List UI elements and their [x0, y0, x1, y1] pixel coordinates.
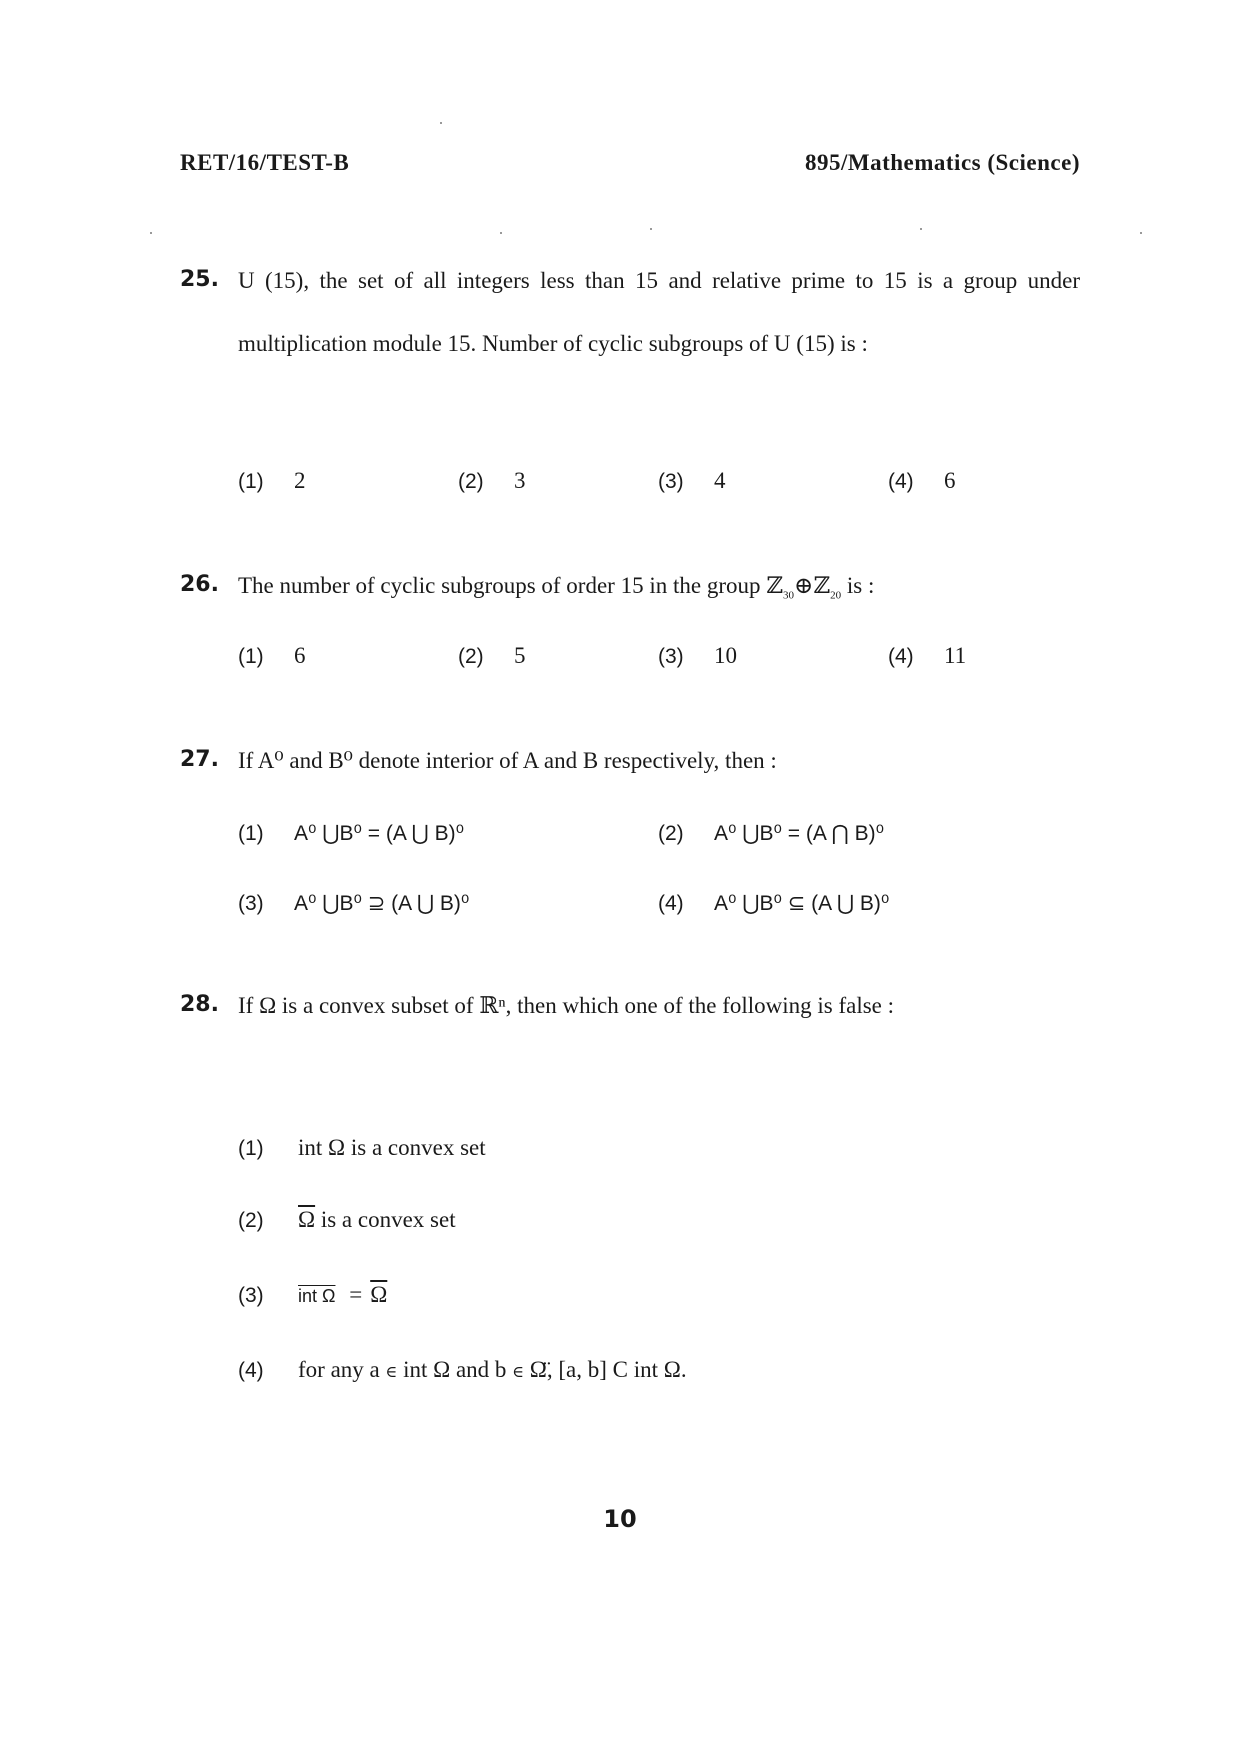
option-3[interactable]: (3) 10: [658, 643, 737, 668]
scan-speck: [500, 232, 502, 234]
group-z20: ℤ$_{20}$: [813, 573, 842, 602]
option-2[interactable]: (2) 3: [458, 468, 526, 493]
question-text: The number of cyclic subgroups of order 15 in the group ℤ$_{30}$⊕ℤ$_{20}$ is :: [238, 573, 875, 602]
question-25: [180, 265, 1080, 375]
question-27: [180, 745, 1080, 777]
option-2[interactable]: (2) $\overline{\Omega}$ is a convex set: [238, 1207, 456, 1232]
option-3[interactable]: (3) 4: [658, 468, 726, 493]
options-27-row1: [238, 820, 1038, 850]
question-26: [180, 570, 1080, 612]
rn-symbol: ℝⁿ: [479, 993, 506, 1018]
scan-speck: [920, 228, 922, 230]
question-text: If A⁰ and B⁰ denote interior of A and B respectively, then :: [238, 748, 777, 773]
options-25: [238, 468, 1038, 498]
question-number: 28.: [180, 992, 219, 1017]
option-4[interactable]: (4) 6: [888, 468, 956, 493]
question-text: U (15), the set of all integers less than 15 and relative prime to 15 is a group under multiplication module 15. Number of cyclic subgroups of U (15) is :: [238, 268, 1080, 356]
question-number: 27.: [180, 747, 219, 772]
options-26: [238, 643, 1038, 673]
option-1[interactable]: (1) 2: [238, 468, 306, 493]
option-4[interactable]: (4) 11: [888, 643, 967, 668]
omega-closure: $\overline{\Omega}$: [298, 1207, 316, 1232]
option-1[interactable]: (1) 6: [238, 643, 306, 668]
option-2[interactable]: (2) A⁰ ⋃B⁰ = (A ⋂ B)⁰: [658, 822, 884, 845]
question-number: 25.: [180, 267, 219, 292]
page-number: 10: [603, 1505, 637, 1533]
omega-symbol: Ω: [259, 993, 277, 1018]
option-4[interactable]: (4) A⁰ ⋃B⁰ ⊆ (A ⋃ B)⁰: [658, 892, 890, 915]
int-omega-closure: int Ω: [298, 1286, 336, 1306]
scan-speck: [650, 228, 652, 230]
option-1[interactable]: (1) int Ω is a convex set: [238, 1135, 486, 1160]
header-right: 895/Mathematics (Science): [804, 150, 1080, 175]
options-27-row2: [238, 890, 1038, 920]
question-28: [180, 990, 1080, 1037]
omega-closure: $\overline{\Omega}$: [370, 1282, 388, 1307]
option-2[interactable]: (2) 5: [458, 643, 526, 668]
scan-speck: [150, 232, 152, 234]
scan-speck: [440, 122, 442, 124]
header-left: RET/16/TEST-B: [180, 150, 350, 175]
question-number: 26.: [180, 572, 219, 597]
option-3[interactable]: (3) int $\Omega = \overline{\Omega}$: [238, 1282, 388, 1307]
option-4[interactable]: (4) for any a ∈ int Ω and b ∈ Ω̈, [a, b] C int Ω.: [238, 1357, 687, 1382]
question-text: If Ω is a convex subset of ℝⁿ, then which one of the following is false :: [238, 993, 895, 1018]
group-z30: ℤ$_{30}$: [766, 573, 795, 602]
scan-speck: [1140, 232, 1142, 234]
option-1[interactable]: (1) A⁰ ⋃B⁰ = (A ⋃ B)⁰: [238, 822, 464, 845]
option-3[interactable]: (3) A⁰ ⋃B⁰ ⊇ (A ⋃ B)⁰: [238, 892, 470, 915]
